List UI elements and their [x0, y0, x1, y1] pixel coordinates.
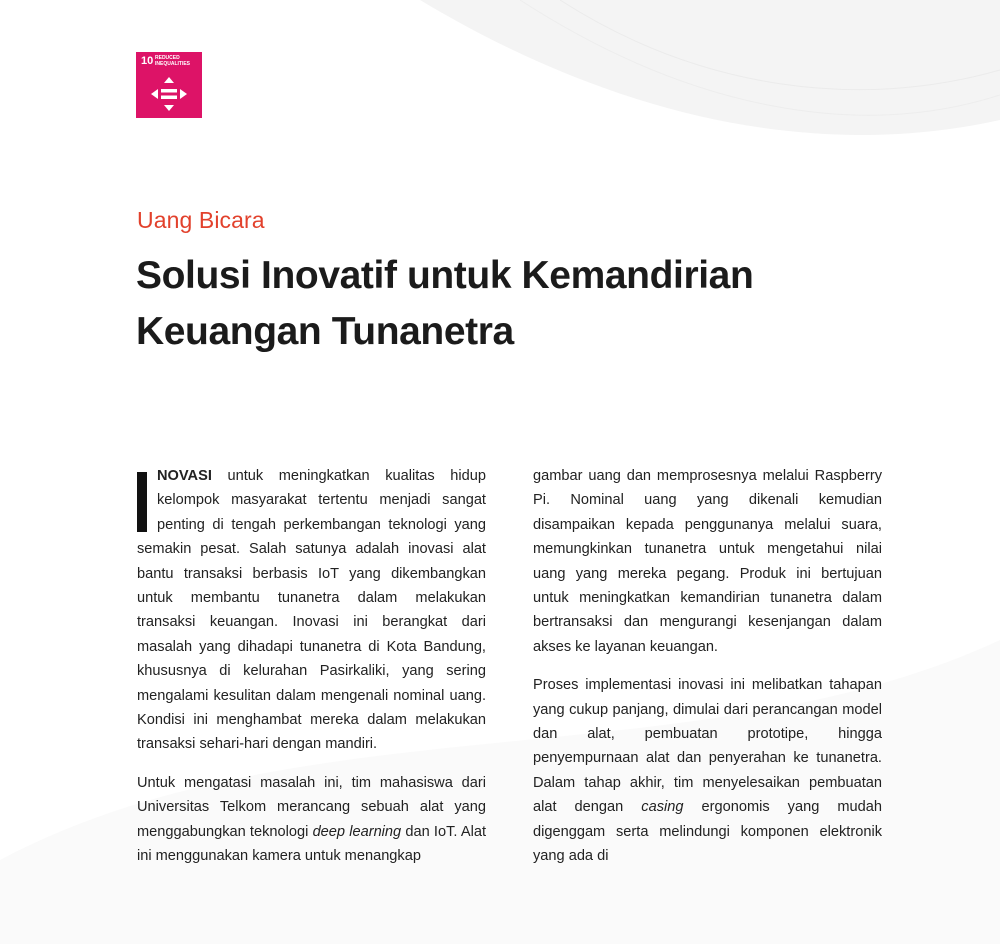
article-left-column	[137, 464, 486, 883]
equality-arrows-icon	[151, 77, 187, 111]
paragraph	[533, 673, 882, 868]
sdg-number: 10	[141, 55, 154, 67]
article-title: Solusi Inovatif untuk Kemandirian Keuangan Tunanetra	[136, 254, 754, 353]
sdg-10-badge	[136, 52, 202, 118]
paragraph-text: untuk meningkatkan kualitas hidup kelompok masyarakat tertentu menjadi sangat penting di tengah perkembangan teknologi yang semakin pesat. Salah satunya adalah inovasi alat bantu transaksi berbasis IoT yang dikembangkan untuk membantu tunanetra dalam melakukan transaksi keuangan. Inovasi ini berangkat dari masalah yang dihadapi tunanetra di Kota Bandung, khususnya di kelurahan Pasirkaliki, yang sering mengalami kesulitan dalam mengenali nominal uang. Kondisi ini menghambat mereka dalam melakukan transaksi sehari-hari dengan mandiri.	[137, 468, 486, 753]
paragraph-text: Proses implementasi inovasi ini melibatkan tahapan yang cukup panjang, dimulai dari perancangan model dan alat, pembuatan prototipe, hingga penyempurnaan alat dan penyerahan ke tunanetra. Dalam tahap akhir, tim menyelesaikan pembuatan alat dengan	[533, 677, 882, 816]
paragraph-text: dan IoT. Alat ini menggunakan kamera untuk menangkap	[137, 823, 486, 865]
paragraph	[137, 464, 486, 757]
emphasis-text: deep learning	[312, 823, 402, 840]
lead-word: NOVASI	[157, 468, 212, 484]
drop-cap-bar	[137, 472, 147, 532]
emphasis-text: casing	[641, 799, 684, 816]
sdg-label: REDUCED INEQUALITIES	[155, 55, 191, 67]
paragraph-text: Untuk mengatasi masalah ini, tim mahasiswa dari Universitas Telkom merancang sebuah alat yang menggabungkan teknologi	[137, 774, 486, 840]
paragraph	[137, 771, 486, 869]
paragraph: gambar uang dan memprosesnya melalui Raspberry Pi. Nominal uang yang dikenali kemudian disampaikan kepada penggunanya melalui suara, memungkinkan tunanetra untuk mengetahui nilai uang yang mereka pegang. Produk ini bertujuan untuk meningkatkan kemandirian tunanetra dalam bertransaksi dan mengurangi kesenjangan dalam akses ke layanan keuangan.	[533, 468, 882, 655]
article-right-column	[533, 464, 882, 883]
article-kicker: Uang Bicara	[137, 207, 265, 233]
paragraph-text: ergonomis yang mudah digenggam serta melindungi komponen elektronik yang ada di	[533, 799, 882, 865]
